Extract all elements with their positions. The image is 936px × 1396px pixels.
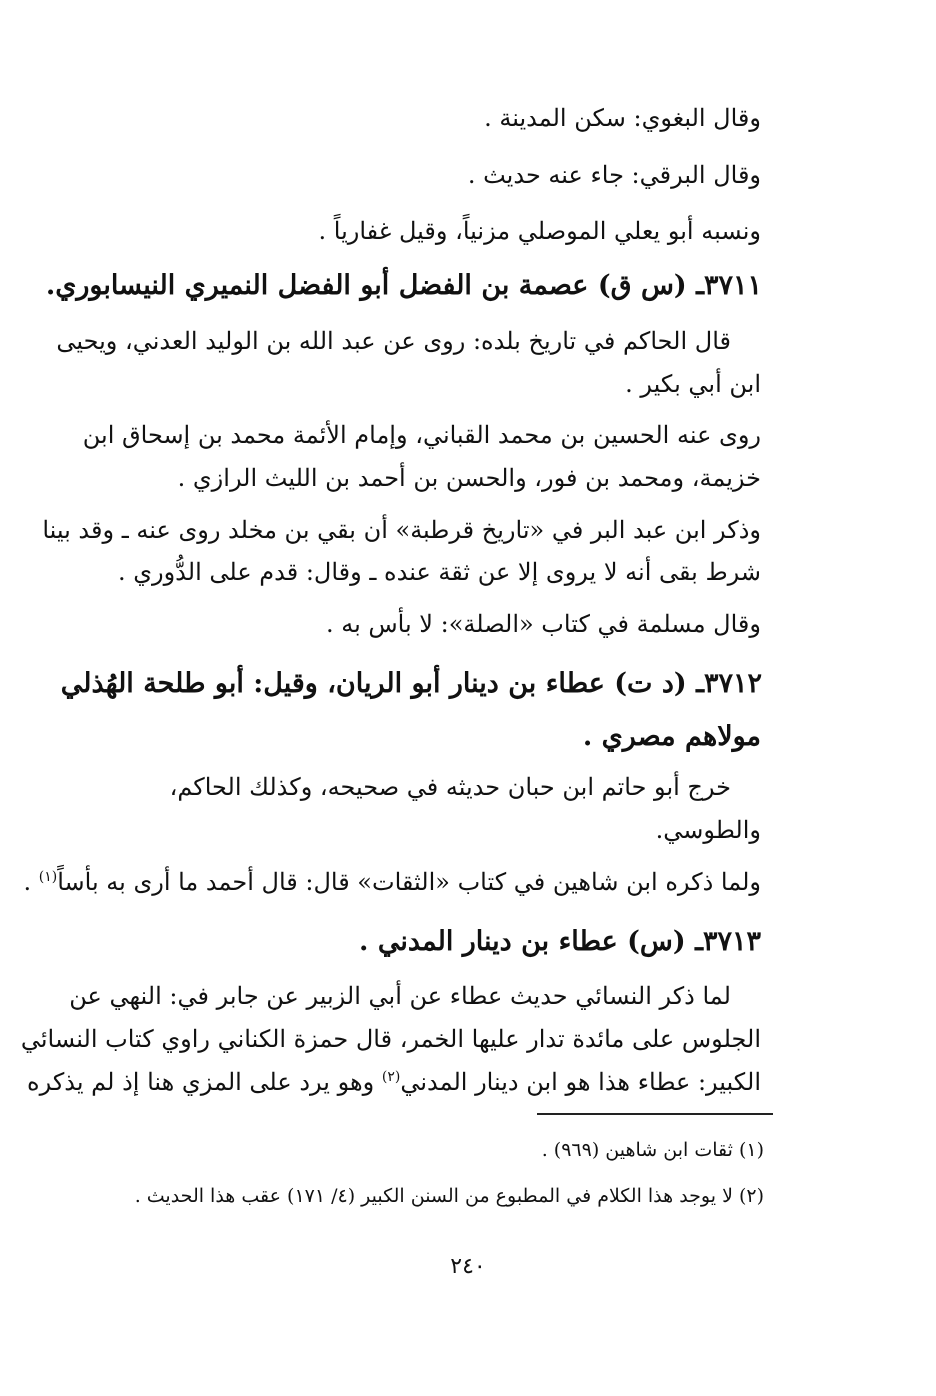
text-line: خزيمة، ومحمد بن فور، والحسن بن أحمد بن الليث الرازي . [177,464,761,492]
text-line-with-footnote-ref [23,862,761,902]
text-line: وقال البرقي: جاء عنه حديث . [467,161,761,189]
entry-heading-3713: ٣٧١٣ـ (س) عطاء بن دينار المدني . [359,926,761,957]
line-period: . [23,868,32,896]
footnote-1: (١) ثقات ابن شاهين (٩٦٩) . [541,1139,764,1161]
footnote-separator [537,1113,773,1115]
entry-heading-3712: ٣٧١٢ـ (د ت) عطاء بن دينار أبو الريان، وقيل: أبو طلحة الهُذلي [60,668,762,699]
line-text: ولما ذكره ابن شاهين في كتاب «الثقات» قال: قال أحمد ما أرى به بأساً [57,868,761,896]
text-line: والطوسي. [655,816,761,844]
line-text: وهو يرد على المزي هنا إذ لم يذكره [27,1068,375,1096]
text-line: وقال البغوي: سكن المدينة . [484,104,761,132]
text-line: خرج أبو حاتم ابن حبان حديثه في صحيحه، وكذلك الحاكم، [169,773,731,801]
text-line: وذكر ابن عبد البر في «تاريخ قرطبة» أن بقي بن مخلد روى عنه ـ وقد بينا [42,516,761,544]
page-number: ٢٤٠ [450,1254,486,1279]
text-line: ونسبه أبو يعلي الموصلي مزنياً، وقيل غفارياً . [318,217,761,245]
text-line: روى عنه الحسين بن محمد القباني، وإمام الأئمة محمد بن إسحاق ابن [82,421,761,449]
text-line: قال الحاكم في تاريخ بلده: روى عن عبد الله بن الوليد العدني، ويحيى [56,327,731,355]
footnote-ref-2: (٢) [381,1069,401,1085]
text-line: الجلوس على مائدة تدار عليها الخمر، قال حمزة الكناني راوي كتاب النسائي [20,1025,761,1053]
entry-heading-3711: ٣٧١١ـ (س ق) عصمة بن الفضل أبو الفضل النميري النيسابوري. [45,270,762,301]
line-text: الكبير: عطاء هذا هو ابن دينار المدني [400,1068,761,1096]
entry-heading-3712-cont: مولاهم مصري . [582,721,761,752]
text-line: ابن أبي بكير . [625,370,761,398]
footnote-2: (٢) لا يوجد هذا الكلام في المطبوع من السنن الكبير (٤/ ١٧١) عقب هذا الحديث . [134,1185,764,1207]
text-line: وقال مسلمة في كتاب «الصلة»: لا بأس به . [325,610,761,638]
text-line-with-footnote-ref [27,1062,761,1102]
footnote-ref-1: (١) [38,869,58,885]
text-line: لما ذكر النسائي حديث عطاء عن أبي الزبير عن جابر في: النهي عن [69,982,731,1010]
text-line: شرط بقى أنه لا يروى إلا عن ثقة عنده ـ وقال: قدم على الدُّوري . [117,558,761,586]
